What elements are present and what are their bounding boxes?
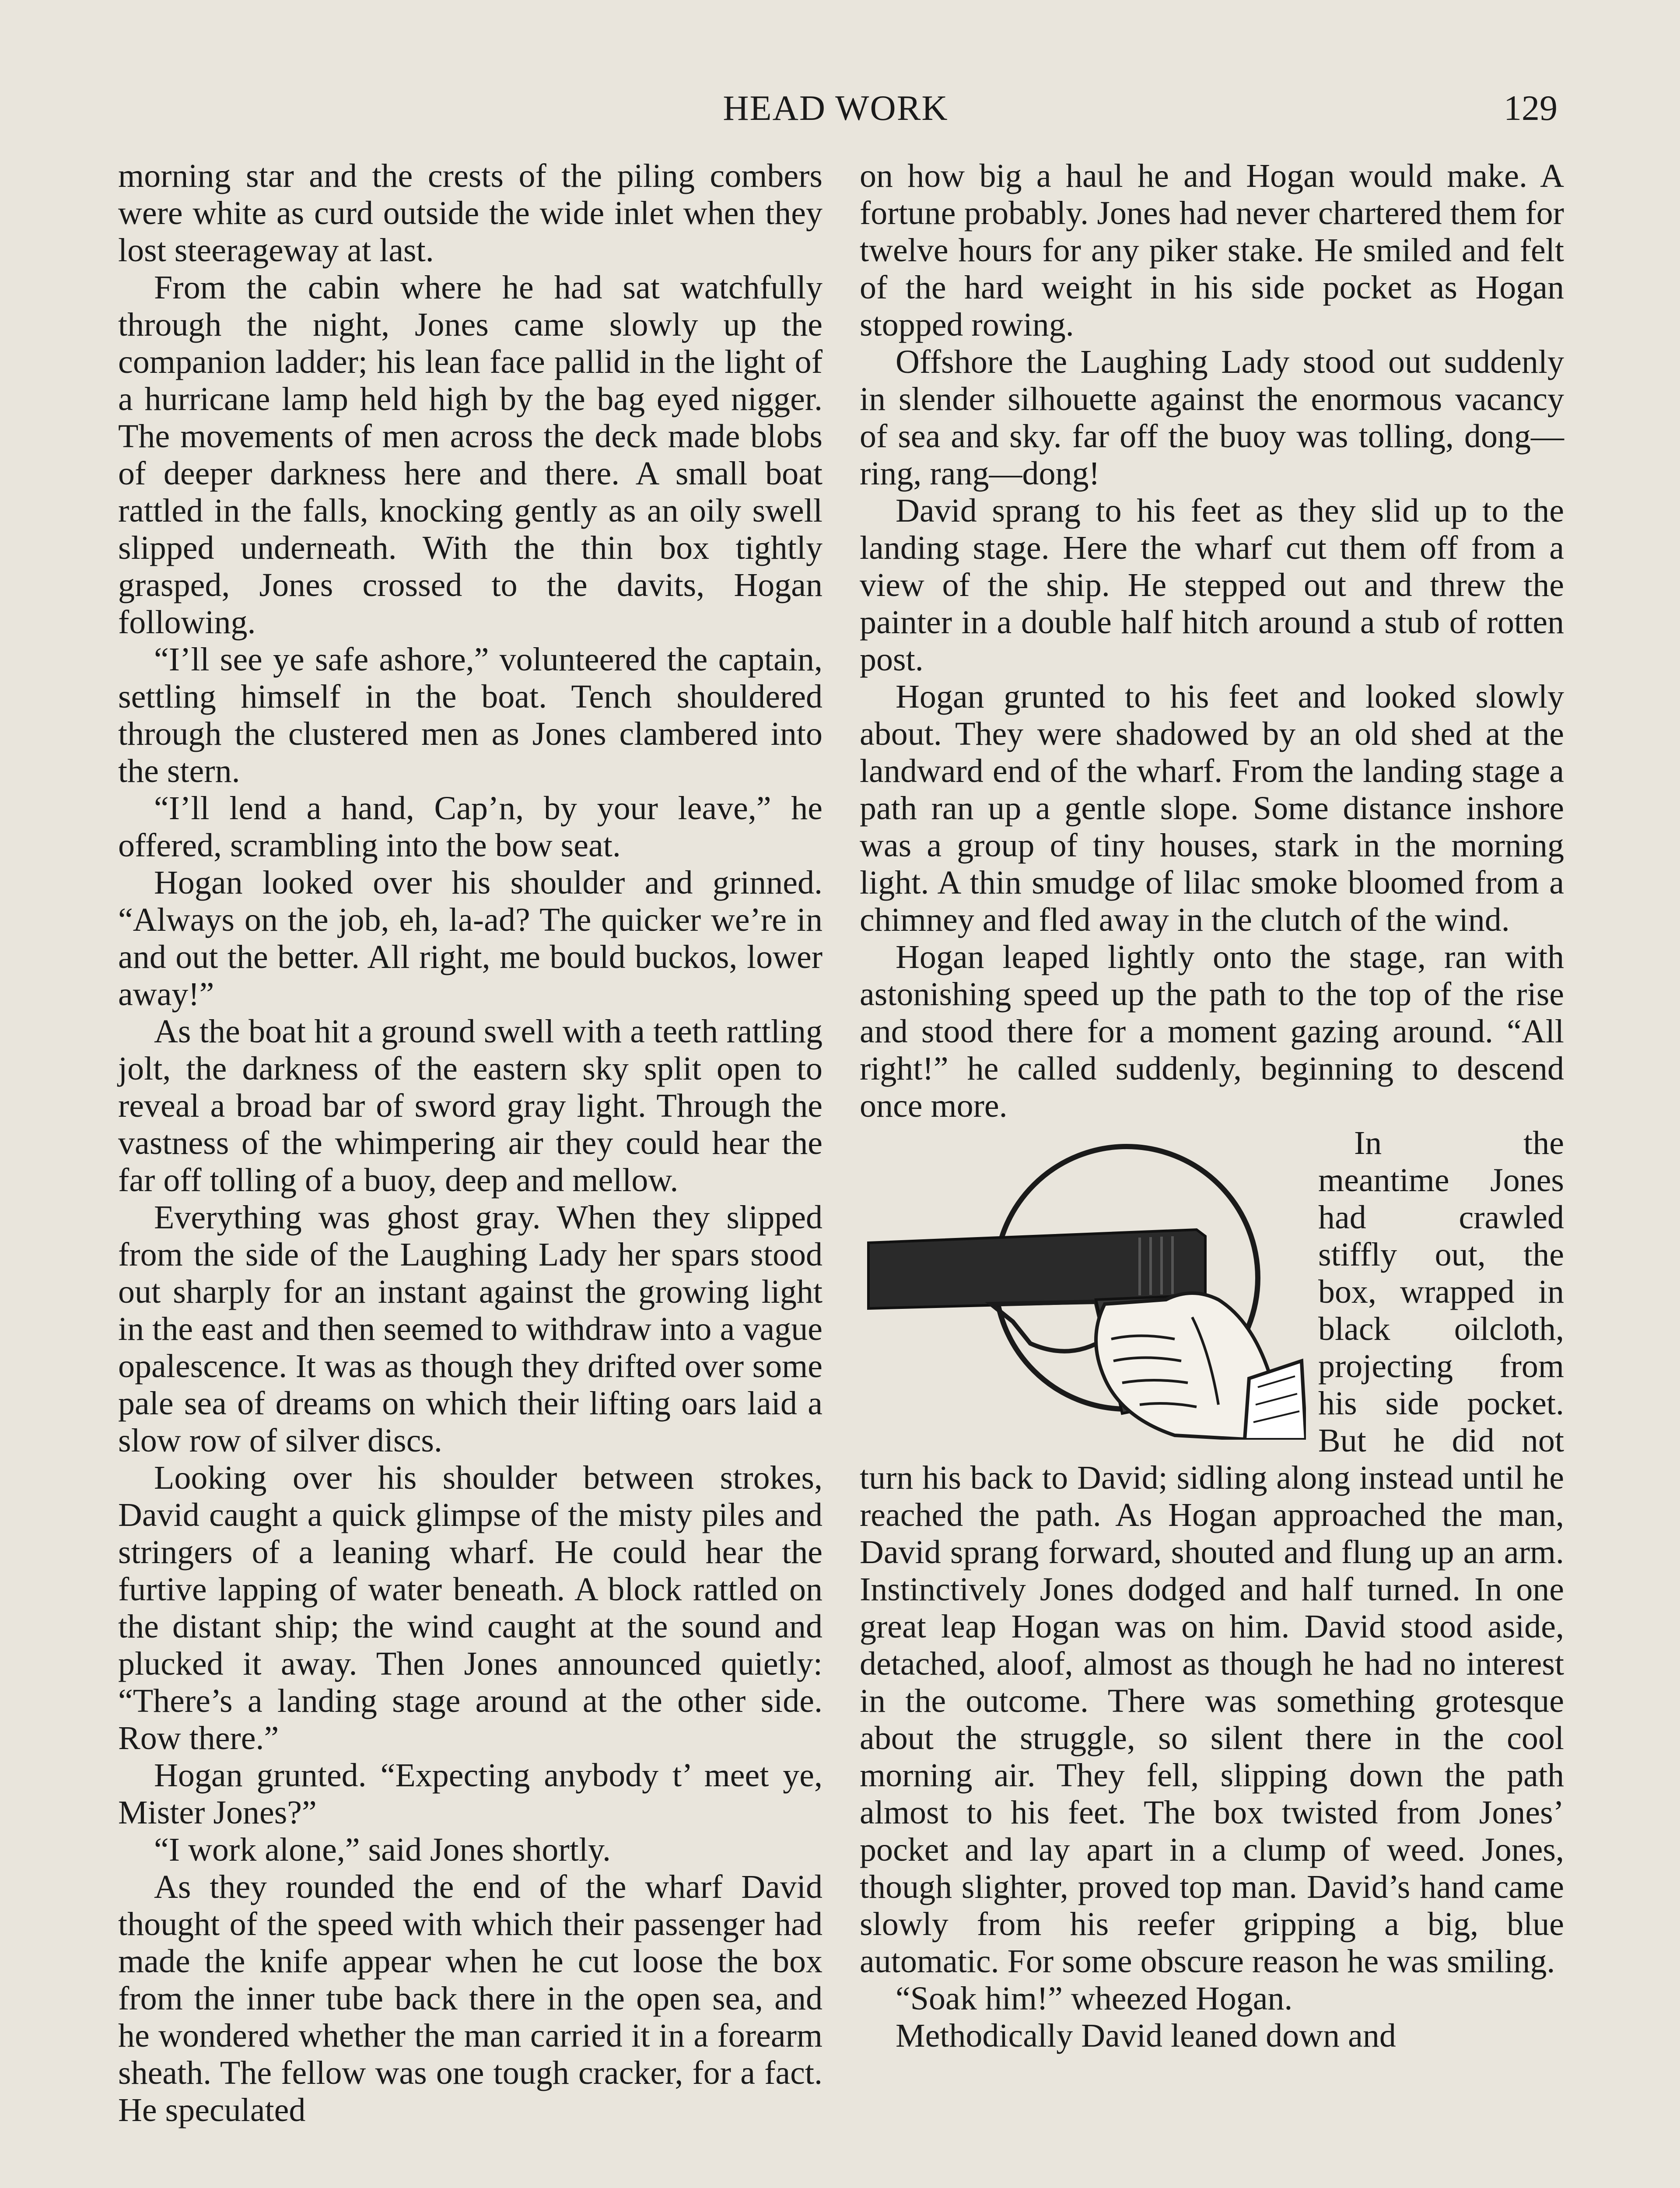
paragraph: “Soak him!” wheezed Hogan. (896, 1980, 1293, 2017)
paragraph: “I’ll see ye safe ashore,” volunteered the captain, settling himself in the boat. Tench shouldered through the clustered men as Jones clambered into the stern. (118, 641, 822, 789)
pistol-illustration (860, 1133, 1306, 1440)
paragraph: Looking over his shoulder between strokes, David caught a quick glimpse of the misty piles and stringers of a leaning wharf. He could hear the furtive lapping of water beneath. A block rattled on the distant ship; the wind caught at the sound and plucked it away. Then Jones announced quietly: “There’s a landing stage around at the other side. Row there.” (118, 1459, 822, 1757)
hand-holding-pistol-icon (860, 1133, 1306, 1440)
paragraph: From the cabin where he had sat watchfully through the night, Jones came slowly up the companion ladder; his lean face pallid in the light of a hurricane lamp held high by the bag eyed nigger. The movements of men across the deck made blobs of deeper darkness here and there. A small boat rattled in the falls, knocking gently as an oily swell slipped underneath. With the thin box tightly grasped, Jones crossed to the davits, Hogan following. (118, 269, 822, 641)
left-column (118, 158, 822, 2129)
page-header (114, 88, 1558, 153)
right-column (860, 158, 1564, 2055)
paragraph: As they rounded the end of the wharf David thought of the speed with which their passenger had made the knife appear when he cut loose the box from the inner tube back there in the open sea, and he wondered whether the man carried it in a forearm sheath. The fellow was one tough cracker, for a fact. He speculated (118, 1869, 822, 2128)
paragraph: Everything was ghost gray. When they slipped from the side of the Laughing Lady her spars stood out sharply for an instant against the growing light in the east and then seemed to withdraw into a vague opalescence. It was as though they drifted over some pale sea of dreams on which their lifting oars laid a slow row of silver discs. (118, 1199, 822, 1459)
paragraph: “I work alone,” said Jones shortly. (154, 1831, 611, 1868)
paragraph: Methodically David leaned down and (896, 2017, 1396, 2054)
paragraph: morning star and the crests of the piling combers were white as curd outside the wide inlet when they lost steerageway at last. (118, 158, 822, 269)
paragraph: Hogan leaped lightly onto the stage, ran with astonishing speed up the path to the top of the rise and stood there for a moment gazing around. “All right!” he called suddenly, beginning to descend once more. (860, 939, 1564, 1124)
paragraph: As the boat hit a ground swell with a teeth rattling jolt, the darkness of the eastern sky split open to reveal a broad bar of sword gray light. Through the vastness of the whimpering air they could hear the far off tolling of a buoy, deep and mellow. (118, 1013, 822, 1199)
paragraph: David sprang to his feet as they slid up to the landing stage. Here the wharf cut them off from a view of the ship. He stepped out and threw the painter in a double half hitch around a stub of rotten post. (860, 492, 1564, 678)
page-number: 129 (1504, 88, 1558, 128)
paragraph: “I’ll lend a hand, Cap’n, by your leave,” he offered, scrambling into the bow seat. (118, 790, 822, 864)
running-head-title: HEAD WORK (723, 88, 948, 128)
paragraph: on how big a haul he and Hogan would make. A fortune probably. Jones had never chartered them for twelve hours for any piker stake. He smiled and felt of the hard weight in his side pocket as Hogan stopped rowing. (860, 158, 1564, 343)
paragraph: Offshore the Laughing Lady stood out suddenly in slender silhouette against the enormous vacancy of sea and sky. far off the buoy was tolling, dong—ring, rang—dong! (860, 344, 1564, 492)
paragraph: Hogan grunted to his feet and looked slowly about. They were shadowed by an old shed at the landward end of the wharf. From the landing stage a path ran up a gentle slope. Some distance inshore was a group of tiny houses, stark in the morning light. A thin smudge of lilac smoke bloomed from a chimney and fled away in the clutch of the wind. (860, 678, 1564, 938)
paragraph: In the meantime Jones had crawled stiffly out, the box, wrapped in black oilcloth, projecting from his side pocket. But he did not turn his back to David; sidling along instead until he reached the path. As Hogan approached the man, David sprang forward, shouted and flung up an arm. Instinctively Jones dodged and half turned. In one great leap Hogan was on him. David stood aside, detached, aloof, almost as though he had no interest in the outcome. There was something grotesque about the struggle, so silent there in the cool morning air. They fell, slipping down the path almost to his feet. The box twisted from Jones’ pocket and lay apart in a clump of weed. Jones, though slighter, proved top man. David’s hand came slowly from his reefer gripping a big, blue automatic. For some obscure reason he was smiling. (860, 1125, 1564, 1980)
paragraph: Hogan looked over his shoulder and grinned. “Always on the job, eh, la-ad? The quicker we’re in and out the better. All right, me bould buckos, lower away!” (118, 864, 822, 1013)
paragraph: Hogan grunted. “Expecting anybody t’ meet ye, Mister Jones?” (118, 1757, 822, 1831)
